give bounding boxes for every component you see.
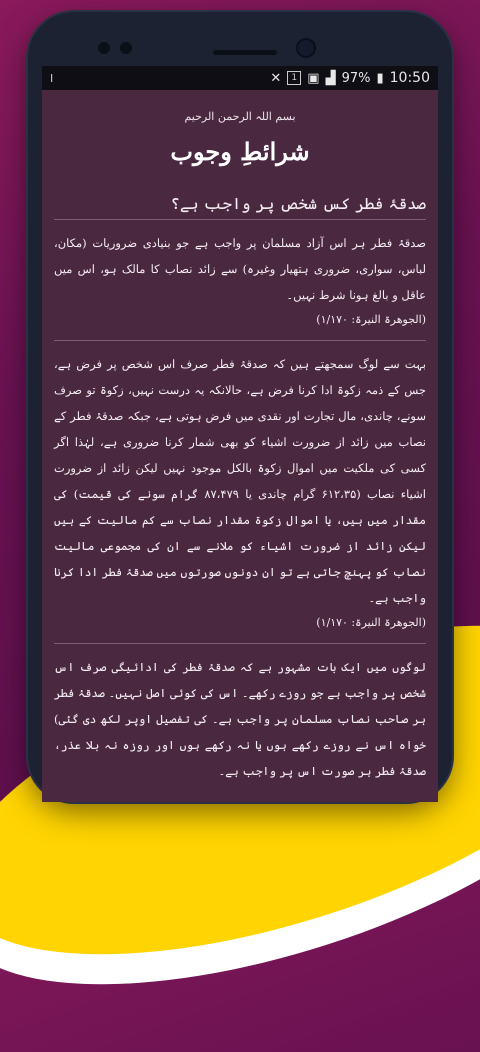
camera-icon: [298, 40, 314, 56]
sensor-icon: [98, 42, 110, 54]
phone-frame: [28, 12, 452, 802]
status-bar: [42, 66, 438, 90]
page-title: شرائطِ وجوب: [170, 137, 310, 166]
article-content: [42, 90, 438, 784]
signal-icon: ▟: [325, 70, 336, 86]
status-left-indicator: I: [50, 71, 54, 85]
sim-icon: ▣: [307, 70, 320, 86]
status-icons: [270, 70, 430, 86]
paragraph-3: لوگوں میں ایک بات مشہور ہے کہ صدقۂ فطر کی ادائیگی صرف اس شخص پر واجب ہے جو روزے رکھے۔ اس کی کوئی اصل نہیں۔ صدقۂ فطر ہر صاحب نصاب مسلمان پر واجب ہے۔ کی تفصیل اوپر لکھ دی گئی) خواہ اس نے روزے رکھے ہوں یا نہ رکھے ہوں اور روزہ نہ بلا عذر، صدقۂ فطر ہر صورت اس پر واجب ہے۔: [54, 660, 426, 778]
paragraph-2: بہت سے لوگ سمجھتے ہیں کہ صدقۂ فطر صرف اس شخص پر فرض ہے، جس کے ذمہ زکوۃ ادا کرنا فرض ہے، حالانکہ یہ درست نہیں، زکوۃ تو صرف سونے، چاندی، مال تجارت اور نقدی میں فرض ہوتی ہے، جبکہ صدقۂ فطر کے نصاب میں زائد از ضرورت اشیاء کو بھی شمار کرنا ضروری ہے، لہٰذا اگر کسی کی ملکیت میں اموال زکوۃ بالکل موجود نہیں لیکن زائد از ضرورت اشیاء نصاب (۶۱۲،۳۵ گرام چاندی یا ۸۷،۴۷۹ گرام سونے کی قیمت) کی مقدار میں ہیں، یا اموال زکوۃ مقدار نصاب سے کم مالیت کے ہیں لیکن زائد از ضرورت اشیاء کو ملانے سے ان کی مجموعی مالیت نصاب کو پہنچ جاتی ہے تو ان دونوں صورتوں میں صدقۂ فطر ادا کرنا واجب ہے۔: [54, 357, 426, 605]
phone-top-bezel: [28, 12, 452, 68]
reference-1: (الجوھرۃ النیرۃ: ۱/۱۷۰): [316, 313, 426, 326]
sensor-icon: [120, 42, 132, 54]
speaker-grille: [213, 50, 277, 55]
notification-badge: 1: [287, 71, 301, 85]
battery-icon: ▮: [376, 70, 384, 86]
divider: [54, 643, 426, 644]
battery-percent: 97%: [341, 70, 371, 86]
section-question: صدقۂ فطر کس شخص پر واجب ہے؟: [54, 194, 426, 220]
divider: [54, 340, 426, 341]
bismillah: بسم اللہ الرحمن الرحیم: [184, 110, 296, 123]
mute-icon: ✕: [270, 70, 282, 86]
clock: 10:50: [389, 70, 430, 86]
reference-2: (الجوھرۃ النیرۃ: ۱/۱۷۰): [316, 616, 426, 629]
app-screen: [42, 66, 438, 802]
paragraph-1: صدقۂ فطر ہر اس آزاد مسلمان پر واجب ہے جو بنیادی ضروریات (مکان، لباس، سواری، ضروری ہتھیار وغیرہ) سے زائد نصاب کا مالک ہو، اس میں عاقل و بالغ ہونا شرط نہیں۔: [54, 236, 426, 302]
